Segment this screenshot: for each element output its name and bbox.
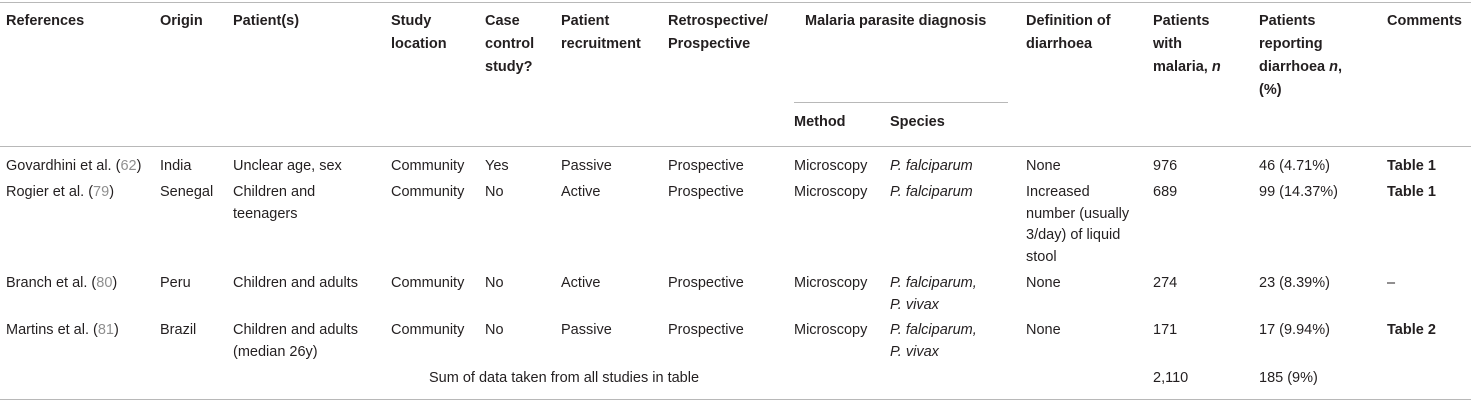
cell-reference: Martins et al. (81) — [6, 322, 119, 338]
cell-species: P. falciparum, P. vivax — [890, 275, 977, 313]
cell-location: Community — [391, 158, 465, 174]
header-species: Species — [890, 114, 945, 130]
cell-location: Community — [391, 322, 465, 338]
header-origin: Origin — [160, 13, 203, 29]
cell-comment-link[interactable]: Table 2 — [1387, 322, 1436, 338]
cell-comment-link[interactable]: Table 1 — [1387, 158, 1436, 174]
cell-patients: Children and adults (median 26y) — [233, 322, 358, 360]
cell-patients-malaria: 976 — [1153, 158, 1178, 174]
cell-comment: – — [1387, 275, 1396, 291]
cell-retro-prospective: Prospective — [668, 184, 744, 200]
cell-definition: Increased number (usually 3/day) of liquid stool — [1026, 184, 1130, 265]
cell-definition: None — [1026, 158, 1061, 174]
header-retrospective-prospective: Retrospective/ Prospective — [668, 13, 768, 52]
cell-origin: India — [160, 158, 192, 174]
table-top-rule — [0, 2, 1471, 3]
header-definition-diarrhoea: Definition of diarrhoea — [1026, 13, 1111, 52]
cell-recruitment: Active — [561, 184, 601, 200]
cell-patients: Unclear age, sex — [233, 158, 342, 174]
summary-label: Sum of data taken from all studies in table — [429, 370, 700, 386]
header-patients: Patient(s) — [233, 13, 300, 29]
cell-reference: Govardhini et al. (62) — [6, 158, 142, 174]
cell-patients-diarrhoea: 46 (4.71%) — [1259, 158, 1330, 174]
cell-species: P. falciparum — [890, 184, 973, 200]
header-bottom-rule — [0, 146, 1471, 147]
citation-link[interactable]: 80 — [96, 275, 113, 291]
cell-method: Microscopy — [794, 158, 868, 174]
cell-retro-prospective: Prospective — [668, 322, 744, 338]
citation-link[interactable]: 81 — [97, 322, 114, 338]
cell-origin: Senegal — [160, 184, 214, 200]
cell-origin: Peru — [160, 275, 191, 291]
diagnosis-group-rule — [794, 102, 1008, 103]
cell-definition: None — [1026, 275, 1061, 291]
cell-species: P. falciparum — [890, 158, 973, 174]
header-references: References — [6, 13, 85, 29]
cell-method: Microscopy — [794, 184, 868, 200]
header-malaria-diagnosis: Malaria parasite diagnosis — [805, 13, 987, 29]
header-patients-reporting-diarrhoea: Patients reporting diarrhoea n, (%) — [1259, 13, 1342, 98]
cell-case-control: Yes — [485, 158, 509, 174]
cell-definition: None — [1026, 322, 1061, 338]
cell-patients-malaria: 689 — [1153, 184, 1178, 200]
cell-case-control: No — [485, 275, 504, 291]
table-bottom-rule — [0, 399, 1471, 400]
cell-patients-diarrhoea: 23 (8.39%) — [1259, 275, 1330, 291]
cell-location: Community — [391, 275, 465, 291]
cell-case-control: No — [485, 184, 504, 200]
cell-patients-diarrhoea: 99 (14.37%) — [1259, 184, 1338, 200]
summary-patients-malaria: 2,110 — [1153, 370, 1189, 386]
citation-link[interactable]: 79 — [93, 184, 110, 200]
cell-recruitment: Passive — [561, 322, 612, 338]
header-study-location: Study location — [391, 13, 447, 52]
cell-patients: Children and adults — [233, 275, 358, 291]
cell-reference: Branch et al. (80) — [6, 275, 118, 291]
cell-species: P. falciparum, P. vivax — [890, 322, 977, 360]
cell-comment-link[interactable]: Table 1 — [1387, 184, 1436, 200]
cell-origin: Brazil — [160, 322, 197, 338]
cell-reference: Rogier et al. (79) — [6, 184, 115, 200]
cell-retro-prospective: Prospective — [668, 275, 744, 291]
header-patients-with-malaria: Patients with malaria, n — [1153, 13, 1221, 75]
cell-patients-diarrhoea: 17 (9.94%) — [1259, 322, 1330, 338]
citation-link[interactable]: 62 — [120, 158, 137, 174]
cell-patients: Children and teenagers — [233, 184, 316, 222]
cell-recruitment: Passive — [561, 158, 612, 174]
cell-method: Microscopy — [794, 322, 868, 338]
header-comments: Comments — [1387, 13, 1462, 29]
cell-patients-malaria: 274 — [1153, 275, 1178, 291]
header-method: Method — [794, 114, 846, 130]
cell-retro-prospective: Prospective — [668, 158, 744, 174]
header-patient-recruitment: Patient recruitment — [561, 13, 641, 52]
cell-recruitment: Active — [561, 275, 601, 291]
cell-case-control: No — [485, 322, 504, 338]
header-case-control: Case control study? — [485, 13, 535, 75]
summary-patients-diarrhoea: 185 (9%) — [1259, 370, 1318, 386]
cell-patients-malaria: 171 — [1153, 322, 1178, 338]
cell-location: Community — [391, 184, 465, 200]
cell-method: Microscopy — [794, 275, 868, 291]
